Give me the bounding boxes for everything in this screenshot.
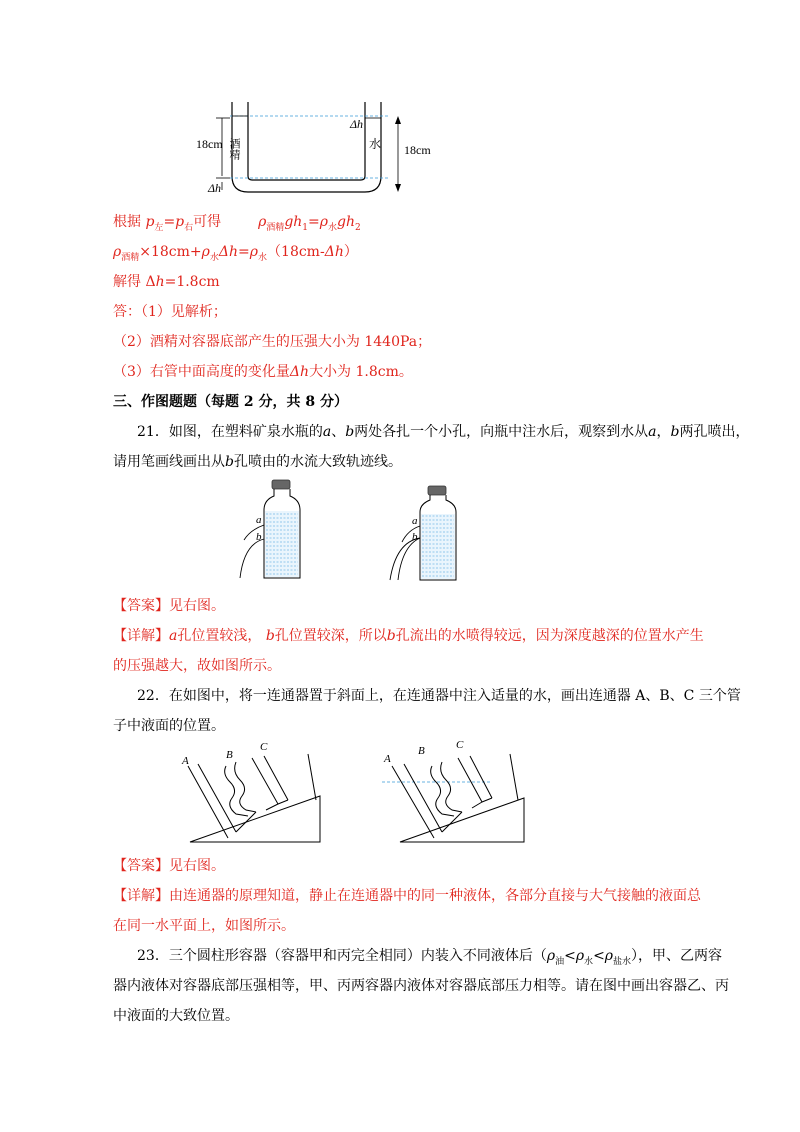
text: 由连通器的原理知道，静止在连通器中的同一种液体，各部分直接与大气接触的液面总 [169, 888, 701, 904]
text: 两处各扎一个小孔，向瓶中注水后，观察到水从 [354, 424, 649, 440]
q21-detail-line-2: 的压强越大，故如图所示。 [113, 658, 281, 674]
label-right-18cm: 18cm [404, 143, 431, 157]
symbol: a [648, 424, 657, 440]
answer-3 [113, 362, 413, 382]
subscript: 右 [184, 222, 194, 233]
q23-text-line-3: 中液面的大致位置。 [113, 1008, 239, 1024]
text: 两孔喷出， [679, 424, 750, 440]
label-A-right: A [384, 753, 391, 765]
label-B-right: B [418, 745, 425, 757]
text: < [564, 948, 576, 964]
fig-label-a: a [256, 514, 262, 526]
label-water: 水 [369, 137, 382, 151]
q21-answer [113, 596, 225, 616]
q22-text-line-1: 22．在如图中，将一连通器置于斜面上，在连通器中注入适量的水，画出连通器 A、B、C 三个管 [137, 688, 741, 704]
symbol: ρ [249, 244, 259, 260]
subscript: 水 [258, 252, 268, 263]
q23-text-line-2: 器内液体对容器底部压强相等，甲、丙两容器内液体对容器底部压力相等。请在图中画出容器乙、丙 [113, 978, 729, 994]
symbol: a [169, 628, 178, 644]
q22-detail-line-2: 在同一水平面上，如图所示。 [113, 918, 295, 934]
text: = [308, 214, 320, 230]
text: ×18cm+ [139, 244, 202, 260]
label-dh-left: Δh [208, 181, 222, 195]
answer-text: 见右图。 [169, 858, 225, 874]
slope-vessel-figure-left [168, 740, 328, 846]
symbol: ρ [258, 214, 267, 230]
answer-2: （2）酒精对容器底部产生的压强大小为 1440Pa； [113, 334, 432, 350]
text: =1.8cm [164, 274, 220, 290]
answer-text: 见右图。 [169, 598, 225, 614]
subscript: 酒精 [121, 252, 140, 263]
label-alcohol: 酒精 [228, 138, 240, 160]
subscript: 左 [154, 222, 164, 233]
text: 21．如图，在塑料矿泉水瓶的 [137, 424, 323, 440]
fig-label-b-right: b [412, 531, 418, 543]
subscript: 2 [355, 222, 361, 233]
text: 可得 [193, 214, 222, 230]
symbol: b [265, 628, 275, 644]
solution-line-2 [113, 242, 358, 268]
symbol: a [322, 424, 332, 440]
answer-tag: 【答案】 [113, 598, 169, 614]
subscript: 水 [328, 222, 338, 233]
symbol: b [345, 424, 355, 440]
detail-tag: 【详解】 [113, 888, 169, 904]
solution-line-3 [113, 272, 220, 292]
text: 、 [331, 424, 346, 440]
symbol: ρ [604, 948, 614, 964]
text: 解得 Δ [113, 274, 156, 290]
slope-vessel-figure-right [378, 740, 538, 846]
bottle-figure-right [380, 484, 480, 584]
text: 请用笔画线画出从 [113, 454, 225, 470]
symbol: h [155, 274, 165, 290]
label-B: B [226, 749, 233, 761]
symbol: ρ [113, 244, 122, 260]
fig-label-b: b [256, 531, 262, 543]
symbol: Δh [289, 364, 310, 380]
subscript: 盐水 [613, 956, 632, 967]
subscript: 1 [302, 222, 309, 233]
section-heading: 三、作图题题（每题 2 分，共 8 分） [113, 394, 348, 410]
q21-text-line-1 [137, 422, 749, 442]
text: （18cm- [267, 244, 325, 260]
q22-text-line-2: 子中液面的位置。 [113, 718, 225, 734]
symbol: Δh [218, 244, 239, 260]
label-C-right: C [456, 740, 464, 751]
answer-tag: 【答案】 [113, 858, 169, 874]
text: 大小为 1.8cm。 [309, 364, 413, 380]
label-A: A [182, 755, 189, 767]
text: = [163, 214, 176, 230]
text: （3）右管中面高度的变化量 [113, 364, 290, 380]
q21-text-line-2 [113, 452, 402, 472]
symbol: gh [337, 214, 355, 230]
text: ， [656, 424, 671, 440]
answer-1: 答：（1）见解析； [113, 304, 227, 320]
text: = [238, 244, 250, 260]
subscript: 油 [555, 956, 565, 967]
text: 23．三个圆柱形容器（容器甲和丙完全相同）内装入不同液体后（ [137, 948, 547, 964]
u-tube-figure [190, 96, 440, 196]
symbol: b [225, 454, 234, 470]
solution-line-1 [113, 212, 361, 238]
symbol: b [670, 424, 680, 440]
q22-answer [113, 856, 225, 876]
q22-detail-line-1 [113, 886, 701, 906]
label-left-18cm: 18cm [196, 137, 223, 151]
label-C: C [260, 741, 268, 753]
detail-tag: 【详解】 [113, 628, 169, 644]
text: < [593, 948, 605, 964]
symbol: ρ [319, 214, 328, 230]
subscript: 水 [209, 252, 219, 263]
bottle-figure-left [230, 478, 330, 582]
symbol: p [145, 214, 155, 230]
text: ） [343, 244, 358, 260]
symbol: gh [284, 214, 303, 230]
symbol: ρ [201, 244, 210, 260]
fig-label-a-right: a [412, 515, 418, 527]
symbol: ρ [546, 948, 556, 964]
subscript: 水 [584, 956, 594, 967]
text: 孔位置较深，所以 [274, 628, 387, 644]
q23-text-line-1 [137, 946, 722, 972]
q21-detail-line-1 [113, 626, 704, 646]
text: 根据 [113, 214, 141, 230]
text: ），甲、乙两容 [631, 948, 723, 964]
subscript: 酒精 [266, 222, 285, 233]
text: 孔流出的水喷得较远，因为深度越深的位置水产生 [395, 628, 704, 644]
label-dh-right: Δh [350, 117, 364, 131]
symbol: Δh [324, 244, 344, 260]
symbol: p [175, 214, 185, 230]
symbol: ρ [575, 948, 585, 964]
symbol: b [386, 628, 396, 644]
text: 孔位置较浅， [177, 628, 262, 644]
text: 孔喷由的水流大致轨迹线。 [233, 454, 402, 470]
